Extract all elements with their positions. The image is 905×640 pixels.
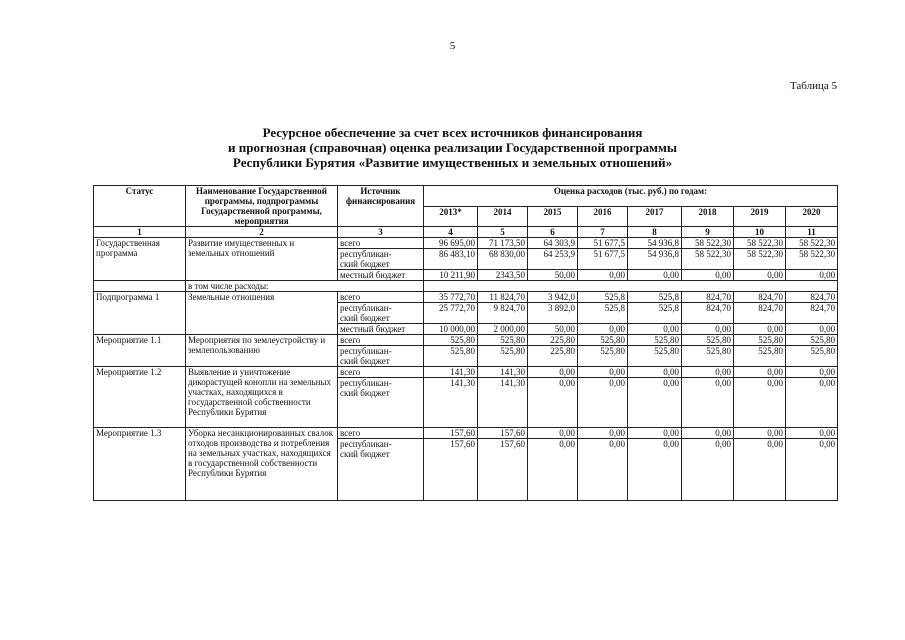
value-cell: 0,00 — [528, 367, 578, 378]
value-cell: 0,00 — [628, 367, 682, 378]
value-cell: 225,80 — [528, 335, 578, 346]
header-year: 2020 — [786, 206, 838, 227]
header-year: 2014 — [478, 206, 528, 227]
row-status: Мероприятие 1.3 — [94, 428, 186, 501]
value-cell: 0,00 — [628, 324, 682, 335]
value-cell: 525,80 — [628, 346, 682, 367]
value-cell: 0,00 — [578, 367, 628, 378]
table-label: Таблица 5 — [789, 80, 837, 92]
value-cell: 96 695,00 — [424, 238, 478, 249]
column-number: 11 — [786, 227, 838, 238]
including-row — [94, 281, 838, 292]
header-source: Источник финансирования — [338, 186, 424, 227]
value-cell: 0,00 — [682, 270, 734, 281]
table-body — [94, 227, 838, 501]
value-cell: 58 522,30 — [786, 238, 838, 249]
value-cell: 525,8 — [578, 303, 628, 324]
value-cell: 0,00 — [628, 428, 682, 439]
page-number: 5 — [449, 40, 456, 52]
value-cell: 64 303,9 — [528, 238, 578, 249]
column-number: 6 — [528, 227, 578, 238]
row-name: Земельные отношения — [186, 292, 338, 335]
title-line: Ресурсное обеспечение за счет всех источников финансирования — [262, 125, 643, 140]
value-cell: 35 772,70 — [424, 292, 478, 303]
header-estimate: Оценка расходов (тыс. руб.) по годам: — [424, 186, 838, 207]
row-name: Уборка несанкционированных свалок отходов производства и потребления на земельных участках, находящихся в государственной собственности Республики Бурятия — [186, 428, 338, 501]
row-source: республикан- ский бюджет — [338, 249, 424, 270]
header-year: 2013* — [424, 206, 478, 227]
value-cell: 0,00 — [682, 324, 734, 335]
value-cell: 157,60 — [478, 428, 528, 439]
row-status: Мероприятие 1.2 — [94, 367, 186, 428]
value-cell: 3 892,0 — [528, 303, 578, 324]
column-number: 1 — [94, 227, 186, 238]
value-cell: 86 483,10 — [424, 249, 478, 270]
value-cell: 0,00 — [734, 378, 786, 428]
column-number: 2 — [186, 227, 338, 238]
column-number: 7 — [578, 227, 628, 238]
table-row — [94, 238, 838, 249]
value-cell: 0,00 — [682, 428, 734, 439]
value-cell: 50,00 — [528, 270, 578, 281]
value-cell: 0,00 — [786, 428, 838, 439]
value-cell: 9 824,70 — [478, 303, 528, 324]
header-year: 2018 — [682, 206, 734, 227]
row-name: Выявление и уничтожение дикорастущей конопли на земельных участках, находящихся в государственной собственности Республики Бурятия — [186, 367, 338, 428]
value-cell: 0,00 — [786, 378, 838, 428]
value-cell: 225,80 — [528, 346, 578, 367]
row-name: Мероприятия по землеустройству и землепользованию — [186, 335, 338, 367]
header-year: 2016 — [578, 206, 628, 227]
row-status: Государственная программа — [94, 238, 186, 281]
value-cell: 0,00 — [734, 439, 786, 501]
value-cell: 525,80 — [786, 335, 838, 346]
value-cell: 525,80 — [578, 346, 628, 367]
empty-cell — [94, 281, 186, 292]
value-cell: 25 772,70 — [424, 303, 478, 324]
value-cell: 54 936,8 — [628, 238, 682, 249]
value-cell: 0,00 — [578, 324, 628, 335]
value-cell: 64 253,9 — [528, 249, 578, 270]
value-cell: 0,00 — [734, 367, 786, 378]
row-source: республикан- ский бюджет — [338, 439, 424, 501]
value-cell: 0,00 — [682, 378, 734, 428]
value-cell: 0,00 — [628, 378, 682, 428]
table-row — [94, 292, 838, 303]
value-cell: 0,00 — [786, 439, 838, 501]
value-cell: 525,80 — [734, 346, 786, 367]
value-cell: 68 830,00 — [478, 249, 528, 270]
row-name: Развитие имущественных и земельных отношений — [186, 238, 338, 281]
value-cell: 58 522,30 — [682, 249, 734, 270]
resources-table — [93, 185, 838, 501]
value-cell: 0,00 — [786, 367, 838, 378]
value-cell: 0,00 — [528, 378, 578, 428]
column-number: 10 — [734, 227, 786, 238]
value-cell: 54 936,8 — [628, 249, 682, 270]
value-cell: 50,00 — [528, 324, 578, 335]
row-status: Мероприятие 1.1 — [94, 335, 186, 367]
value-cell: 0,00 — [628, 439, 682, 501]
value-cell: 0,00 — [786, 270, 838, 281]
row-source: всего — [338, 428, 424, 439]
table-row — [94, 428, 838, 439]
header-name: Наименование Государственной программы, подпрограммы Государственной программы, мероприятия — [186, 186, 338, 227]
value-cell: 0,00 — [734, 270, 786, 281]
value-cell: 10 000,00 — [424, 324, 478, 335]
value-cell: 141,30 — [424, 378, 478, 428]
value-cell: 157,60 — [478, 439, 528, 501]
title-line: и прогнозная (справочная) оценка реализации Государственной программы — [228, 140, 677, 155]
value-cell: 10 211,90 — [424, 270, 478, 281]
value-cell: 824,70 — [734, 303, 786, 324]
column-number: 4 — [424, 227, 478, 238]
value-cell: 525,80 — [578, 335, 628, 346]
value-cell: 525,80 — [682, 335, 734, 346]
value-cell: 71 173,50 — [478, 238, 528, 249]
value-cell: 824,70 — [682, 303, 734, 324]
value-cell: 824,70 — [786, 303, 838, 324]
value-cell: 157,60 — [424, 428, 478, 439]
value-cell: 0,00 — [578, 378, 628, 428]
row-source: всего — [338, 335, 424, 346]
title-line: Республики Бурятия «Развитие имущественных и земельных отношений» — [232, 155, 673, 170]
value-cell: 0,00 — [578, 428, 628, 439]
row-source: всего — [338, 292, 424, 303]
column-number: 5 — [478, 227, 528, 238]
value-cell: 525,80 — [478, 335, 528, 346]
value-cell: 525,80 — [682, 346, 734, 367]
row-source: республикан- ский бюджет — [338, 378, 424, 428]
column-number: 3 — [338, 227, 424, 238]
value-cell: 11 824,70 — [478, 292, 528, 303]
column-number: 9 — [682, 227, 734, 238]
value-cell: 0,00 — [528, 439, 578, 501]
value-cell: 824,70 — [734, 292, 786, 303]
empty-cell — [424, 281, 838, 292]
row-source: всего — [338, 367, 424, 378]
value-cell: 51 677,5 — [578, 238, 628, 249]
document-title — [0, 125, 905, 170]
value-cell: 0,00 — [682, 439, 734, 501]
value-cell: 525,80 — [628, 335, 682, 346]
value-cell: 0,00 — [786, 324, 838, 335]
value-cell: 525,8 — [578, 292, 628, 303]
value-cell: 157,60 — [424, 439, 478, 501]
row-status: Подпрограмма 1 — [94, 292, 186, 335]
value-cell: 525,80 — [734, 335, 786, 346]
value-cell: 58 522,30 — [734, 249, 786, 270]
value-cell: 0,00 — [734, 324, 786, 335]
value-cell: 525,8 — [628, 292, 682, 303]
row-source: республикан- ский бюджет — [338, 303, 424, 324]
value-cell: 525,80 — [478, 346, 528, 367]
value-cell: 3 942,0 — [528, 292, 578, 303]
value-cell: 2 000,00 — [478, 324, 528, 335]
table-row — [94, 335, 838, 346]
value-cell: 0,00 — [528, 428, 578, 439]
value-cell: 141,30 — [478, 378, 528, 428]
value-cell: 141,30 — [424, 367, 478, 378]
header-status: Статус — [94, 186, 186, 227]
row-source: местный бюджет — [338, 270, 424, 281]
value-cell: 824,70 — [682, 292, 734, 303]
value-cell: 58 522,30 — [734, 238, 786, 249]
value-cell: 51 677,5 — [578, 249, 628, 270]
value-cell: 525,80 — [786, 346, 838, 367]
value-cell: 58 522,30 — [682, 238, 734, 249]
value-cell: 0,00 — [734, 428, 786, 439]
value-cell: 0,00 — [682, 367, 734, 378]
column-number-row — [94, 227, 838, 238]
value-cell: 2343,50 — [478, 270, 528, 281]
value-cell: 525,80 — [424, 335, 478, 346]
header-year: 2019 — [734, 206, 786, 227]
column-number: 8 — [628, 227, 682, 238]
including-label: в том числе расходы: — [186, 281, 424, 292]
header-year: 2017 — [628, 206, 682, 227]
value-cell: 0,00 — [578, 270, 628, 281]
value-cell: 824,70 — [786, 292, 838, 303]
value-cell: 0,00 — [628, 270, 682, 281]
table-row — [94, 367, 838, 378]
value-cell: 141,30 — [478, 367, 528, 378]
value-cell: 58 522,30 — [786, 249, 838, 270]
row-source: всего — [338, 238, 424, 249]
value-cell: 525,8 — [628, 303, 682, 324]
value-cell: 525,80 — [424, 346, 478, 367]
header-year: 2015 — [528, 206, 578, 227]
value-cell: 0,00 — [578, 439, 628, 501]
row-source: местный бюджет — [338, 324, 424, 335]
header-row — [94, 186, 838, 207]
row-source: республикан- ский бюджет — [338, 346, 424, 367]
